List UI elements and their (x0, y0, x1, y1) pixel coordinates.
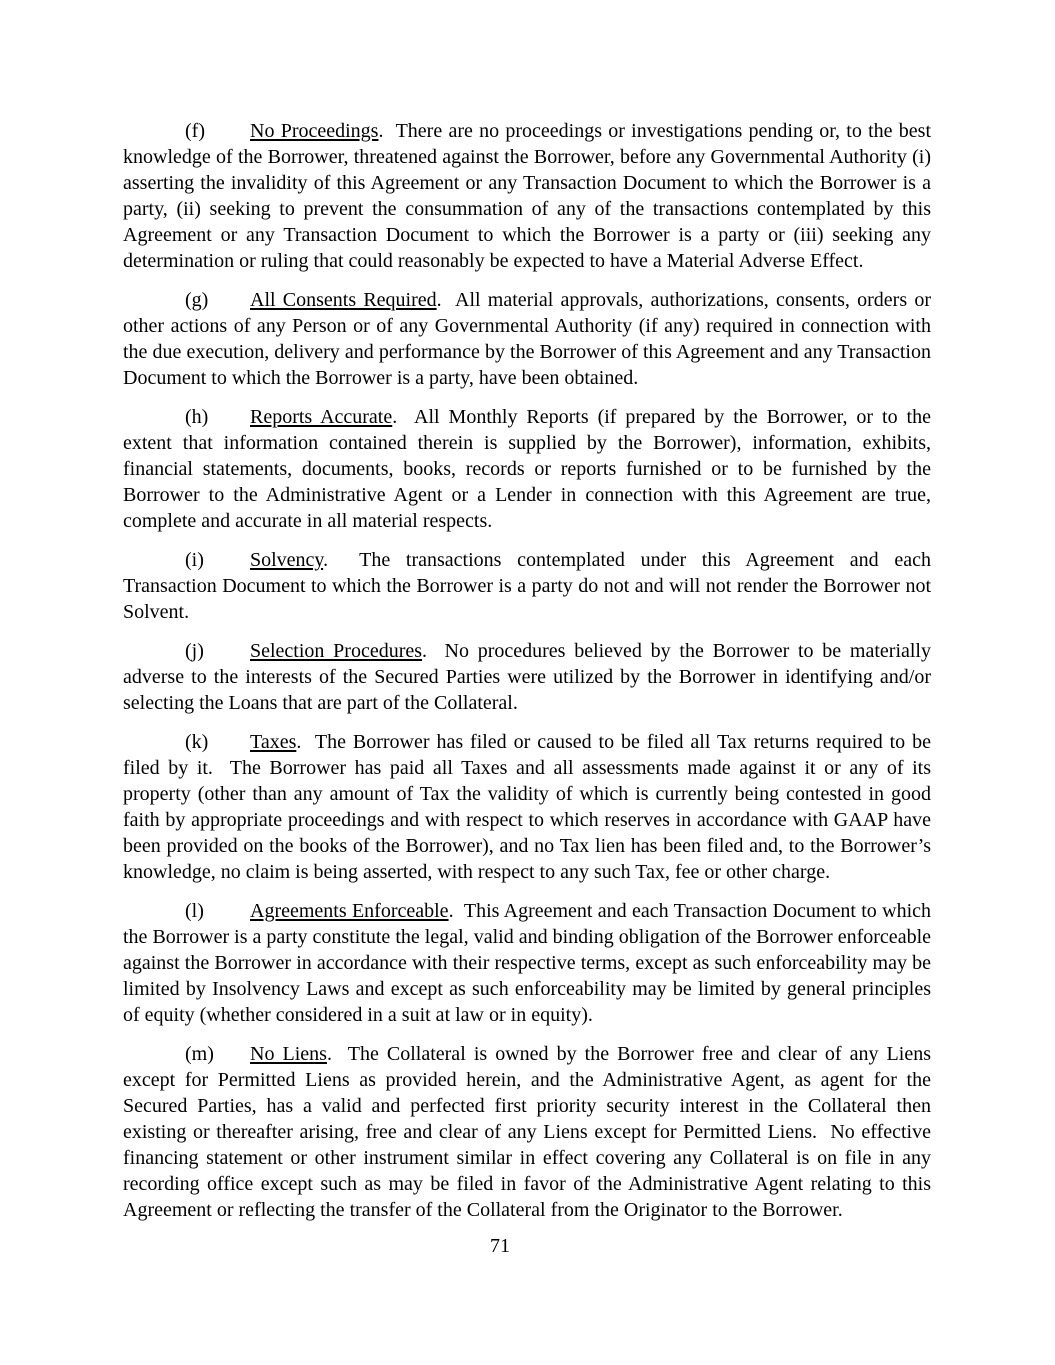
paragraph-l-label: (l) (185, 900, 204, 922)
paragraph-g (123, 287, 931, 391)
paragraph-g-label: (g) (185, 289, 209, 311)
paragraph-j-heading: Selection Procedures (250, 640, 423, 662)
paragraph-k (123, 729, 931, 885)
paragraph-i (123, 547, 931, 625)
paragraph-i-body: . The transactions contemplated under this Agreement and each Transaction Document to which the Borrower is a party do not and will not render the Borrower not Solvent. (123, 549, 931, 623)
paragraph-h-body: . All Monthly Reports (if prepared by the Borrower, or to the extent that information contained therein is supplied by the Borrower), information, exhibits, financial statements, documents, books, records or reports furnished or to be furnished by the Borrower to the Administrative Agent or a Lender in connection with this Agreement are true, complete and accurate in all material respects. (123, 406, 931, 532)
paragraph-i-heading: Solvency (250, 549, 324, 571)
paragraph-h-heading: Reports Accurate (250, 406, 393, 428)
paragraph-f-label: (f) (185, 120, 205, 142)
paragraph-l-body: . This Agreement and each Transaction Document to which the Borrower is a party constitute the legal, valid and binding obligation of the Borrower enforceable against the Borrower in accordance with their respective terms, except as such enforceability may be limited by Insolvency Laws and except as such enforceability may be limited by general principles of equity (whether considered in a suit at law or in equity). (123, 900, 932, 1026)
document-body (123, 118, 931, 1223)
paragraph-k-label: (k) (185, 731, 209, 753)
paragraph-j-label: (j) (185, 640, 204, 662)
paragraph-k-body: . The Borrower has filed or caused to be filed all Tax returns required to be filed by it. The Borrower has paid all Taxes and all assessments made against it or any of its property (other than any amount of Tax the validity of which is currently being contested in good faith by appropriate proceedings and with respect to which reserves in accordance with GAAP have been provided on the books of the Borrower), and no Tax lien has been filed and, to the Borrower’s knowledge, no claim is being asserted, with respect to any such Tax, fee or other charge. (123, 731, 931, 883)
paragraph-m-heading: No Liens (250, 1043, 327, 1065)
paragraph-k-heading: Taxes (250, 731, 297, 753)
paragraph-h (123, 404, 931, 534)
paragraph-f-body: . There are no proceedings or investigations pending or, to the best knowledge of the Borrower, threatened against the Borrower, before any Governmental Authority (i) asserting the invalidity of this Agreement or any Transaction Document to which the Borrower is a party, (ii) seeking to prevent the consummation of any of the transactions contemplated by this Agreement or any Transaction Document to which the Borrower is a party or (iii) seeking any determination or ruling that could reasonably be expected to have a Material Adverse Effect. (123, 120, 932, 272)
paragraph-f (123, 118, 931, 274)
page-number: 71 (490, 1235, 510, 1257)
paragraph-l (123, 898, 931, 1028)
paragraph-h-label: (h) (185, 406, 209, 428)
paragraph-j-body: . No procedures believed by the Borrower to be materially adverse to the interests of the Secured Parties were utilized by the Borrower in identifying and/or selecting the Loans that are part of the Collateral. (123, 640, 931, 714)
paragraph-f-heading: No Proceedings (250, 120, 379, 142)
paragraph-m-label: (m) (185, 1043, 214, 1065)
paragraph-m (123, 1041, 931, 1223)
paragraph-g-heading: All Consents Required (250, 289, 437, 311)
paragraph-i-label: (i) (185, 549, 204, 571)
paragraph-m-body: . The Collateral is owned by the Borrower free and clear of any Liens except for Permitted Liens as provided herein, and the Administrative Agent, as agent for the Secured Parties, has a valid and perfected first priority security interest in the Collateral then existing or thereafter arising, free and clear of any Liens except for Permitted Liens. No effective financing statement or other instrument similar in effect covering any Collateral is on file in any recording office except such as may be filed in favor of the Administrative Agent relating to this Agreement or reflecting the transfer of the Collateral from the Originator to the Borrower. (123, 1043, 931, 1221)
paragraph-l-heading: Agreements Enforceable (250, 900, 449, 922)
paragraph-g-body: . All material approvals, authorizations, consents, orders or other actions of any Person or of any Governmental Authority (if any) required in connection with the due execution, delivery and performance by the Borrower of this Agreement and any Transaction Document to which the Borrower is a party, have been obtained. (123, 289, 931, 389)
paragraph-j (123, 638, 931, 716)
